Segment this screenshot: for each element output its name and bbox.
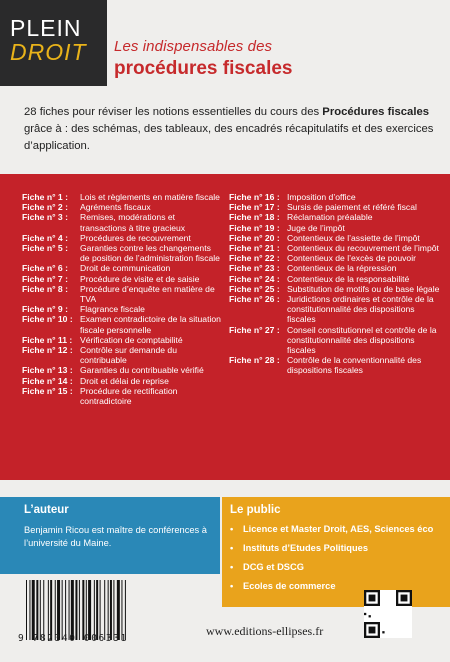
- logo-line2: DROIT: [10, 39, 87, 65]
- barcode-bar: [121, 580, 122, 640]
- audience-item-label: Instituts d’Etudes Politiques: [243, 543, 368, 553]
- qr-module: [364, 613, 366, 615]
- fiche-title: Droit et délai de reprise: [80, 375, 169, 386]
- fiche-title: Juge de l’impôt: [287, 222, 345, 233]
- fiche-title: Procédure d’enquête en matière de TVA: [80, 283, 215, 305]
- fiche-entry: [229, 355, 441, 375]
- barcode-bar: [32, 580, 35, 640]
- barcode-bar: [62, 580, 63, 640]
- fiche-title: Contentieux du recouvrement de l’impôt: [287, 243, 439, 254]
- fiche-entry: [22, 335, 222, 345]
- fiche-entry: [22, 376, 222, 386]
- fiche-entry: [22, 284, 222, 304]
- audience-item-label: DCG et DSCG: [243, 562, 304, 572]
- fiche-title: Réclamation préalable: [287, 212, 373, 223]
- fiche-number: Fiche n° 9 :: [22, 304, 68, 315]
- fiche-entry: [229, 253, 441, 263]
- author-block: [0, 497, 220, 574]
- fiche-entry: [229, 233, 441, 243]
- contents-block: [0, 174, 450, 480]
- fiche-title: Sursis de paiement et référé fiscal: [287, 202, 417, 213]
- fiche-number: Fiche n° 24 :: [229, 273, 280, 284]
- barcode-bar: [55, 580, 56, 640]
- barcode-bar: [82, 580, 84, 640]
- fiche-number: Fiche n° 27 :: [229, 324, 280, 335]
- fiche-number: Fiche n° 26 :: [229, 294, 280, 305]
- bullet-icon: •: [230, 581, 234, 591]
- fiche-title: Agréments fiscaux: [80, 202, 151, 213]
- fiche-entry: [22, 274, 222, 284]
- fiche-number: Fiche n° 16 :: [229, 192, 280, 202]
- barcode-bar: [113, 580, 114, 640]
- audience-item: [230, 562, 442, 573]
- barcode-bar: [108, 580, 109, 640]
- qr-finder: [369, 595, 376, 602]
- fiche-entry: [229, 243, 441, 253]
- fiche-number: Fiche n° 11 :: [22, 334, 73, 345]
- fiche-title: Lois et règlements en matière fiscale: [80, 192, 220, 202]
- audience-item-label: Ecoles de commerce: [243, 581, 336, 591]
- fiche-number: Fiche n° 15 :: [22, 385, 73, 396]
- barcode-bar: [79, 580, 80, 640]
- book-title: procédures fiscales: [114, 58, 293, 79]
- fiche-entry: [229, 294, 441, 325]
- intro-part2: grâce à : des schémas, des tableaux, des encadrés récapitulatifs et des exercices d’application.: [24, 123, 434, 152]
- fiche-number: Fiche n° 21 :: [229, 243, 280, 254]
- fiche-entry: [229, 284, 441, 294]
- qr-finder: [369, 627, 376, 634]
- fiche-entry: [229, 192, 441, 202]
- barcode-icon: [22, 580, 172, 640]
- series-subtitle: Les indispensables des: [114, 38, 273, 55]
- fiche-entry: [22, 345, 222, 365]
- author-heading: L’auteur: [24, 504, 69, 516]
- fiche-number: Fiche n° 3 :: [22, 212, 68, 223]
- contents-column-right: [229, 192, 441, 376]
- fiche-title: Droit de communication: [80, 263, 171, 274]
- barcode-bar: [94, 580, 95, 640]
- fiche-title: Garanties contre les changements de position de l’administration fiscale: [80, 243, 220, 264]
- fiche-title: Remises, modérations et transactions à titre gracieux: [80, 212, 186, 233]
- plein-droit-logo: [0, 0, 107, 86]
- intro-bold: Procédures fiscales: [322, 106, 430, 118]
- barcode-bar: [69, 580, 70, 640]
- fiche-number: Fiche n° 14 :: [22, 375, 73, 386]
- bullet-icon: •: [230, 562, 234, 572]
- barcode-bar: [86, 580, 87, 640]
- fiche-title: Contentieux de la responsabilité: [287, 273, 410, 284]
- barcode-bar: [110, 580, 112, 640]
- barcode-bar: [71, 580, 74, 640]
- barcode-bar: [104, 580, 105, 640]
- fiche-entry: [229, 263, 441, 273]
- barcode-bar: [117, 580, 120, 640]
- logo-line1: PLEIN: [10, 15, 82, 41]
- isbn-digits: 9 782340 006331: [18, 633, 128, 644]
- barcode-bar: [75, 580, 77, 640]
- fiche-number: Fiche n° 2 :: [22, 202, 68, 213]
- fiche-entry: [229, 274, 441, 284]
- barcode-bar: [36, 580, 38, 640]
- fiche-entry: [22, 243, 222, 263]
- qr-module: [382, 631, 384, 633]
- qr-code-icon: [364, 590, 412, 638]
- fiche-title: Vérification de comptabilité: [80, 334, 183, 345]
- audience-item: [230, 543, 442, 554]
- fiche-entry: [22, 386, 222, 406]
- fiche-title: Contentieux de la répression: [287, 263, 397, 274]
- fiche-title: Contentieux de l’excès de pouvoir: [287, 253, 416, 264]
- fiche-number: Fiche n° 23 :: [229, 263, 280, 274]
- fiche-title: Procédure de visite et de saisie: [80, 273, 200, 284]
- fiche-title: Substitution de motifs ou de base légale: [287, 283, 440, 294]
- intro-paragraph: [24, 104, 436, 155]
- audience-heading: Le public: [230, 504, 281, 516]
- fiche-title: Procédures de recouvrement: [80, 232, 191, 243]
- barcode-bar: [65, 580, 66, 640]
- fiche-number: Fiche n° 20 :: [229, 232, 280, 243]
- barcode-bar: [96, 580, 98, 640]
- fiche-number: Fiche n° 17 :: [229, 202, 280, 213]
- publisher-website: www.editions-ellipses.fr: [206, 624, 324, 638]
- qr-finder: [401, 595, 408, 602]
- fiche-number: Fiche n° 28 :: [229, 355, 280, 366]
- barcode-bar: [29, 580, 30, 640]
- qr-module: [369, 615, 371, 617]
- author-text: Benjamin Ricou est maître de conférences à l’université du Maine.: [24, 525, 207, 548]
- fiche-title: Flagrance fiscale: [80, 304, 145, 315]
- fiche-entry: [22, 365, 222, 375]
- fiche-number: Fiche n° 7 :: [22, 273, 68, 284]
- fiche-entry: [229, 202, 441, 212]
- fiche-number: Fiche n° 10 :: [22, 314, 73, 325]
- fiche-number: Fiche n° 6 :: [22, 263, 68, 274]
- fiche-number: Fiche n° 18 :: [229, 212, 280, 223]
- fiche-title: Procédure de rectification contradictoire: [80, 385, 178, 407]
- fiche-number: Fiche n° 22 :: [229, 253, 280, 264]
- fiche-number: Fiche n° 25 :: [229, 283, 280, 294]
- fiche-title: Conseil constitutionnel et contrôle de la constitutionnalité des dispositions fiscales: [287, 324, 437, 356]
- fiche-title: Contentieux de l’assiette de l’impôt: [287, 232, 420, 243]
- fiche-title: Examen contradictoire de la situation fiscale personnelle: [80, 314, 221, 335]
- fiche-entry: [229, 223, 441, 233]
- contents-column-left: [22, 192, 222, 406]
- intro-part1: 28 fiches pour réviser les notions essentielles du cours des: [24, 106, 323, 118]
- bullet-icon: •: [230, 543, 234, 553]
- audience-list: [230, 524, 442, 592]
- fiche-number: Fiche n° 19 :: [229, 222, 280, 233]
- audience-item: [230, 524, 442, 535]
- fiche-title: Juridictions ordinaires et contrôle de la constitutionnalité des dispositions fiscales: [287, 294, 434, 325]
- barcode-bar: [50, 580, 52, 640]
- fiche-number: Fiche n° 5 :: [22, 243, 68, 254]
- fiche-number: Fiche n° 12 :: [22, 345, 73, 356]
- barcode-bar: [100, 580, 101, 640]
- fiche-entry: [22, 202, 222, 212]
- fiche-entry: [22, 212, 222, 232]
- fiche-entry: [22, 263, 222, 273]
- fiche-entry: [22, 233, 222, 243]
- barcode-bar: [57, 580, 60, 640]
- fiche-entry: [229, 325, 441, 356]
- fiche-entry: [229, 212, 441, 222]
- barcode-bar: [88, 580, 91, 640]
- fiche-number: Fiche n° 4 :: [22, 232, 68, 243]
- fiche-entry: [22, 192, 222, 202]
- fiche-title: Contrôle sur demande du contribuable: [80, 345, 177, 366]
- audience-item-label: Licence et Master Droit, AES, Sciences éco: [243, 524, 434, 534]
- audience-block: [222, 497, 450, 607]
- barcode-bar: [40, 580, 41, 640]
- fiche-title: Imposition d’office: [287, 192, 356, 202]
- barcode-bar: [48, 580, 49, 640]
- barcode-bar: [125, 580, 126, 640]
- fiche-number: Fiche n° 13 :: [22, 365, 73, 376]
- fiche-entry: [22, 314, 222, 334]
- barcode-bar: [26, 580, 27, 640]
- fiche-number: Fiche n° 1 :: [22, 192, 68, 202]
- barcode-bar: [43, 580, 44, 640]
- fiche-title: Contrôle de la conventionnalité des dispositions fiscales: [287, 355, 422, 376]
- fiche-title: Garanties du contribuable vérifié: [80, 365, 204, 376]
- bullet-icon: •: [230, 524, 234, 534]
- fiche-entry: [22, 304, 222, 314]
- fiche-number: Fiche n° 8 :: [22, 283, 68, 294]
